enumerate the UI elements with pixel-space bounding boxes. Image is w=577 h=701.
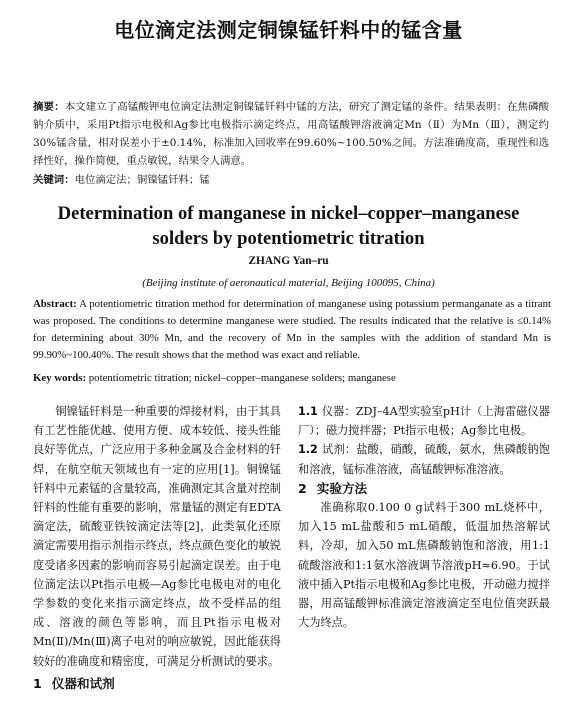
english-keywords	[33, 370, 551, 387]
item-1-1-text: 仪器：ZDJ–4A型实验室pH计（上海雷磁仪器厂）；磁力搅拌器；Pt指示电极；Ag参比电极。	[298, 405, 550, 438]
section-1-number: 1	[33, 676, 42, 691]
english-title	[0, 201, 577, 251]
method-paragraph: 准确称取0.100 0 g试料于300 mL烧杯中，加入15 mL盐酸和5 mL硝酸，低温加热溶解试料，冷却，加入50 mL焦磷酸钠饱和溶液，用1:1硫酸溶液和1:1氨水溶液调节溶液pH≈6.90。于试液中插入Pt指示电极和Ag参比电极，开动磁力搅拌器，用高锰酸钾标准滴定溶液滴定至电位值突跃最大为终点。	[298, 501, 550, 630]
chinese-title: 电位滴定法测定铜镍锰钎料中的锰含量	[114, 18, 463, 42]
chinese-keywords-text: 电位滴定法；铜镍锰钎料；锰	[74, 174, 210, 186]
english-abstract	[33, 296, 551, 364]
english-abstract-label: Abstract:	[33, 298, 77, 310]
chinese-abstract	[33, 98, 549, 170]
right-column	[298, 402, 550, 632]
section-2-heading	[298, 479, 550, 498]
item-1-1-number: 1.1	[298, 405, 318, 418]
english-title-line-1: Determination of manganese in nickel–copper–manganese	[57, 203, 520, 224]
english-keywords-label: Key words:	[33, 372, 87, 384]
english-title-line-2: solders by potentiometric titration	[152, 228, 425, 249]
chinese-keywords	[33, 171, 549, 189]
english-keywords-text: potentiometric titration; nickel–copper–manganese solders; manganese	[88, 372, 396, 384]
section-2-title: 实验方法	[316, 480, 368, 496]
chinese-keywords-label: 关键词：	[33, 174, 75, 186]
author-affiliation: (Beijing institute of aeronautical material, Beijing 100095, China)	[142, 277, 435, 289]
chinese-abstract-text: 本文建立了高锰酸钾电位滴定法测定铜镍锰钎料中锰的方法，研究了测定锰的条件。结果表明：在焦磷酸钠介质中，采用Pt指示电极和Ag参比电极指示滴定终点，用高锰酸钾溶液滴定Mn（Ⅱ）为Mn（Ⅲ），测定约30%锰含量，相对误差小于±0.14%，标准加入回收率在99.60%~100.50%之间。方法准确度高，重现性和选择性好，操作简便，重点敏锐，结果令人满意。	[33, 101, 550, 167]
section-1-title: 仪器和试剂	[51, 676, 115, 691]
english-abstract-text: A potentiometric titration method for determination of manganese using potassium permanganate as a titrant was proposed. The conditions to determine manganese were studied. The results indicated that the relative is ≤0.14% for determining about 30% Mn, and the recovery of Mn in the samples with the addition of standard Mn is 99.90%~100.40%. The result shows that the method was exact and reliable.	[33, 298, 551, 361]
section-2-number: 2	[298, 480, 307, 496]
instrument-item	[298, 402, 550, 440]
author-name: ZHANG Yan–ru	[248, 255, 329, 267]
section-1-heading	[33, 673, 115, 692]
item-1-2-text: 试剂：盐酸，硝酸，硫酸，氨水，焦磷酸钠饱和溶液，锰标准溶液，高锰酸钾标准溶液。	[298, 443, 550, 476]
introduction-paragraph: 铜镍锰钎料是一种重要的焊接材料，由于其具有工艺性能优越、使用方便、成本较低、接头性能良好等优点，广泛应用于多种金属及合金材料的钎焊，在航空航天领域也有一定的应用[1]。铜镍锰钎料中元素锰的含量较高，准确测定其含量对控制钎料的性能有重要的影响，常量锰的测定有EDTA滴定法，硫酸亚铁铵滴定法等[2]，此类氧化还原滴定需要用指示剂指示终点，终点颜色变化的敏锐度受诸多因素的影响而容易引起滴定误差。由于电位滴定法以Pt指示电极—Ag参比电极电对的电化学参数的变化来指示滴定终点，故不受样品的组成、溶液的颜色等影响，而且Pt指示电极对Mn(Ⅱ)/Mn(Ⅲ)离子电对的响应敏锐，因此能获得较好的准确度和精密度，可满足分析测试的要求。	[33, 405, 281, 668]
chinese-abstract-label: 摘要：	[33, 101, 65, 113]
left-column	[33, 402, 281, 671]
reagent-item	[298, 440, 550, 478]
item-1-2-number: 1.2	[298, 443, 318, 457]
